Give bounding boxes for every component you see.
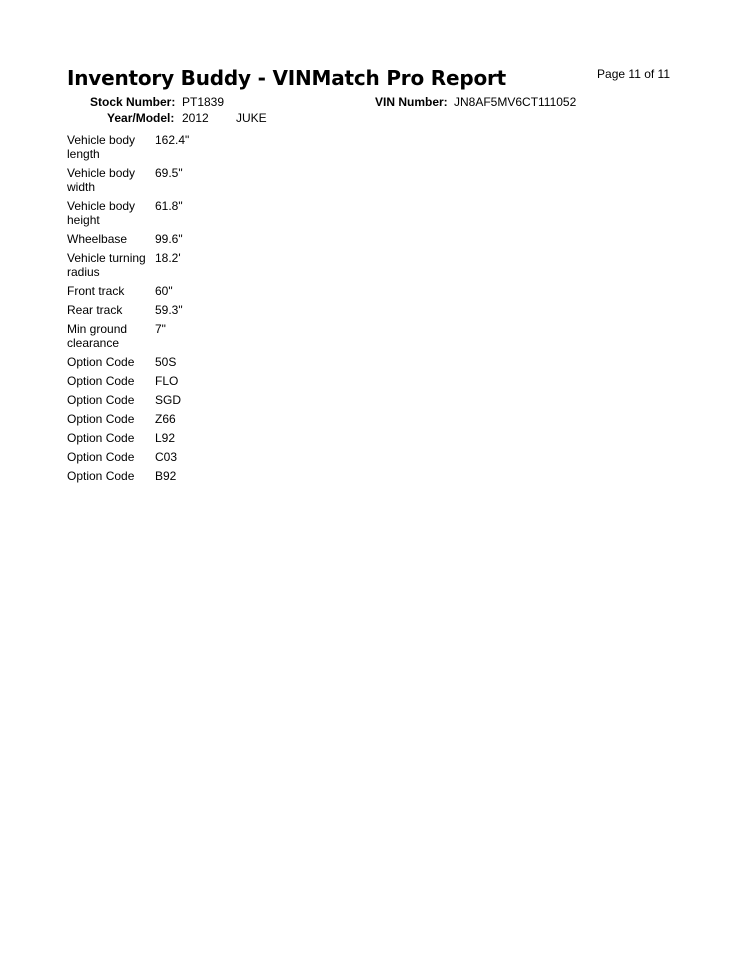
spec-row [67,303,267,317]
spec-row [67,284,267,298]
spec-value: 69.5" [155,166,183,180]
spec-value: 18.2' [155,251,181,265]
specs-table [67,133,267,488]
spec-label: Option Code [67,355,135,369]
year-value: 2012 [182,111,209,125]
spec-row [67,355,267,369]
page-number: Page 11 of 11 [597,67,670,81]
stock-number-label: Stock Number: [90,95,176,109]
spec-value: C03 [155,450,178,464]
spec-row [67,232,267,246]
spec-row [67,431,267,445]
vin-number-label: VIN Number: [375,95,448,109]
spec-label: Option Code [67,374,135,388]
spec-label: Option Code [67,469,135,483]
spec-row [67,393,267,407]
spec-row [67,199,267,227]
spec-row [67,412,267,426]
spec-label: Option Code [67,412,135,426]
model-value: JUKE [236,111,267,125]
spec-label: Option Code [67,450,135,464]
stock-number-value: PT1839 [182,95,225,109]
report-title: Inventory Buddy - VINMatch Pro Report [67,66,507,90]
spec-value: L92 [155,431,176,445]
spec-row [67,450,267,464]
spec-value: 162.4" [155,133,190,147]
spec-label: Rear track [67,303,123,317]
spec-value: 59.3" [155,303,183,317]
year-model-label: Year/Model: [107,111,175,125]
spec-row [67,469,267,483]
spec-value: FLO [155,374,179,388]
spec-label: Vehicle turning radius [67,251,146,279]
spec-row [67,251,267,279]
spec-row [67,166,267,194]
spec-value: B92 [155,469,177,483]
spec-row [67,322,267,350]
spec-label: Front track [67,284,125,298]
spec-row [67,374,267,388]
spec-label: Option Code [67,431,135,445]
spec-label: Min ground clearance [67,322,128,350]
spec-row [67,133,267,161]
spec-value: 99.6" [155,232,183,246]
spec-label: Vehicle body width [67,166,136,194]
spec-value: 61.8" [155,199,183,213]
spec-value: 50S [155,355,177,369]
spec-value: SGD [155,393,182,407]
spec-label: Vehicle body height [67,199,136,227]
spec-value: 60" [155,284,173,298]
spec-label: Wheelbase [67,232,128,246]
spec-label: Vehicle body length [67,133,136,161]
spec-label: Option Code [67,393,135,407]
spec-value: Z66 [155,412,176,426]
spec-value: 7" [155,322,166,336]
vin-number-value: JN8AF5MV6CT111052 [454,95,577,109]
